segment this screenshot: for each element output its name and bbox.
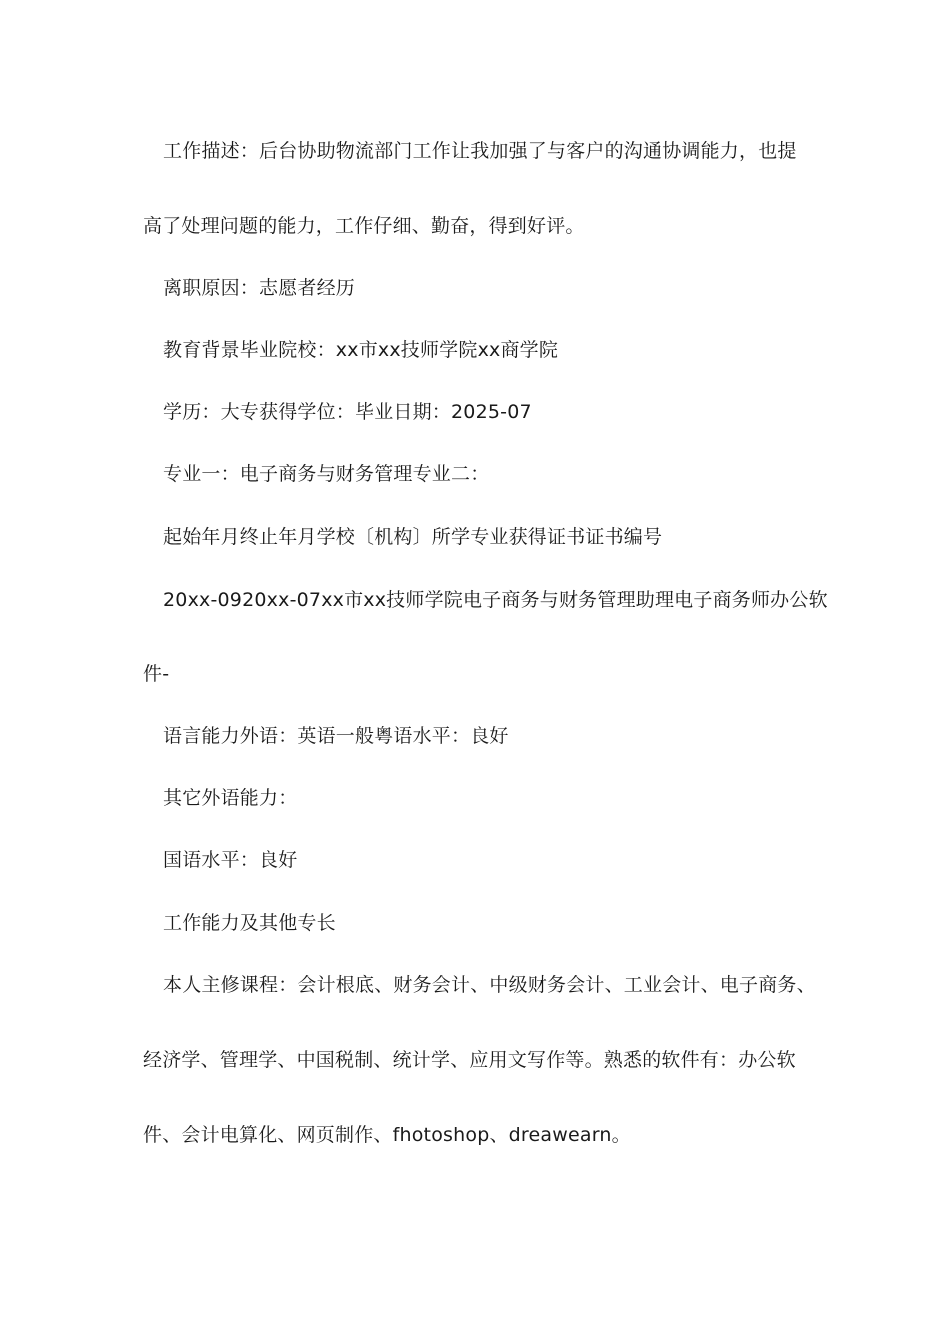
training-record-line-2: 件-	[143, 663, 170, 685]
education-school: 教育背景毕业院校：xx市xx技师学院xx商学院	[163, 339, 559, 361]
training-record-line-1: 20xx-0920xx-07xx市xx技师学院电子商务与财务管理助理电子商务师办公软	[163, 589, 828, 611]
courses-line-1: 本人主修课程：会计根底、财务会计、中级财务会计、工业会计、电子商务、	[163, 974, 816, 996]
education-major: 专业一：电子商务与财务管理专业二：	[163, 463, 490, 485]
other-language-ability: 其它外语能力：	[163, 787, 298, 809]
education-degree: 学历：大专获得学位：毕业日期：2025-07	[163, 401, 532, 423]
leaving-reason: 离职原因：志愿者经历	[163, 277, 356, 299]
job-description-line-2: 高了处理问题的能力，工作仔细、勤奋，得到好评。	[143, 215, 585, 237]
job-description-line-1: 工作描述：后台协助物流部门工作让我加强了与客户的沟通协调能力，也提	[163, 140, 797, 162]
skills-heading: 工作能力及其他专长	[163, 912, 336, 934]
courses-line-3: 件、会计电算化、网页制作、fhotoshop、dreawearn。	[143, 1124, 631, 1146]
courses-line-2: 经济学、管理学、中国税制、统计学、应用文写作等。熟悉的软件有：办公软	[143, 1049, 796, 1071]
mandarin-level: 国语水平：良好	[163, 849, 298, 871]
training-header: 起始年月终止年月学校〔机构〕所学专业获得证书证书编号	[163, 526, 663, 548]
language-ability: 语言能力外语：英语一般粤语水平：良好	[163, 725, 509, 747]
